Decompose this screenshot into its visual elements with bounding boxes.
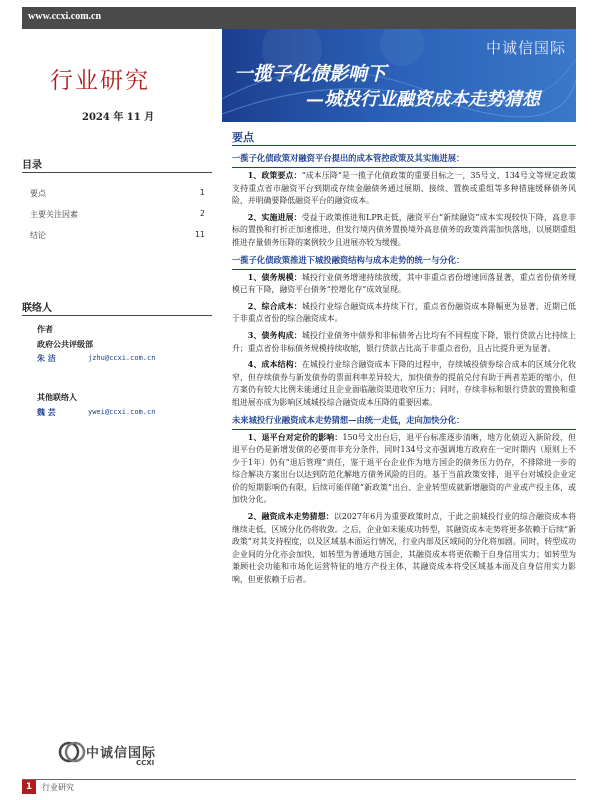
report-category: 行业研究 (50, 68, 150, 94)
toc-item-label: 结论 (30, 231, 46, 240)
company-logo (58, 737, 168, 771)
footer-label: 行业研究 (42, 783, 74, 792)
toc-item-label: 主要关注因素 (30, 210, 78, 219)
paragraph-body: 城投行业债务中债券和非标债务占比均有不同程度下降，银行贷款占比持续上升；重点省份非标债务规模持续收缩，银行贷款占比高于非重点省份，且占比提升更为显著。 (232, 330, 576, 353)
key-points-divider (232, 145, 576, 146)
toc-item-label: 要点 (30, 189, 46, 198)
paragraph-lead: 2、融资成本走势猜想： (247, 512, 334, 522)
logo-mark-icon (58, 739, 86, 765)
title-banner (222, 29, 576, 122)
paragraph (232, 330, 576, 355)
paragraph (232, 170, 576, 208)
author-name: 朱 洁 (37, 353, 56, 363)
contacts-divider (22, 315, 212, 316)
toc-item-page: 11 (194, 230, 205, 239)
paragraph-body: 城投行业综合融资成本持续下行，重点省份融资成本降幅更为显著，近期已低于非重点省份的综合融资成本。 (232, 301, 576, 324)
toc-item[interactable] (30, 230, 205, 241)
report-main-title: 一揽子化债影响下 (234, 63, 387, 85)
paragraph (232, 511, 576, 587)
paragraph-lead: 3、债务构成： (247, 330, 302, 340)
other-contact-name: 魏 芸 (37, 407, 56, 417)
paragraph-lead: 1、政策要点： (247, 171, 302, 180)
paragraph-body: 150号文出台后，退平台标准逐步清晰，地方化债迈入新阶段，但退平台仍是新增发债的必要而非充分条件，同时134号文亦强调地方政府在一定时期内（原则上不少于1年）仍有“退后管理”责任，鉴于退平台企业作为地方国企的债务压力仍存，不排除进一步的综合解决方案出台以达到防范化解地方债务风险的目的。基于当前政策安排，退平台对城投企业定价的短期影响仍有限，后续可能伴随“新政策”出台、企业转型成就新增融资的产业或产投主体，或加快分化。 (232, 432, 576, 505)
section-heading: 一揽子化债政策对融资平台提出的成本管控政策及其实施进展： (232, 152, 576, 168)
top-bar (22, 7, 576, 29)
paragraph-lead: 2、实施进展： (247, 212, 302, 222)
report-subtitle: —城投行业融资成本走势猜想 (306, 89, 540, 110)
main-content (232, 152, 576, 591)
toc-item-page: 1 (199, 188, 205, 197)
author-label: 作者 (37, 325, 53, 334)
website-url: www.ccxi.com.cn (28, 11, 102, 22)
paragraph-lead: 1、债务规模： (247, 272, 302, 282)
department: 政府公共评级部 (37, 340, 93, 349)
toc-heading: 目录 (22, 160, 42, 171)
paragraph (232, 359, 576, 409)
logo-subtext: CCXI (136, 759, 155, 767)
banner-brand: 中诚信国际 (485, 39, 566, 57)
paragraph-lead: 4、成本结构： (247, 360, 302, 370)
section-heading: 未来城投行业融资成本走势猜想—由统一走低，走向加快分化： (232, 414, 576, 430)
paragraph-body: “成本压降”是一揽子化债政策的重要目标之一，35号文、134号文等规定政策支持重点省市融资平台到期或存续金融债务通过展期、接续、置换或重组等多种措施缓释债务风险，并明确要降低融资平台的融资成本。 (232, 171, 576, 206)
toc-item-page: 2 (199, 209, 205, 218)
other-contact-email[interactable]: ywei@ccxi.com.cn (88, 408, 156, 416)
contacts-heading: 联络人 (22, 303, 52, 314)
page-number: 1 (22, 780, 36, 794)
paragraph-body: 以2027年6月为重要政策时点，于此之前城投行业的综合融资成本将继续走低，区域分化仍将收敛。之后，企业如未能成功转型，其融资成本走势将更多依赖于后续“新政策”对其支持程度，以及区域基本面运行情况，行业内部及区域间的分化将加剧。同时，转型成功企业间的分化亦会加快，如转型为普通地方国企，其融资成本将更依赖于自身信用实力；如转型为兼顾社会功能和市场化运营特征的地方产投主体，其融资成本将受区域基本面及自身信用实力影响，但更依赖于后者。 (232, 512, 576, 585)
report-date: 2024 年 11 月 (82, 112, 155, 123)
paragraph-body: 城投行业债务增速持续放缓，其中非重点省份增速回落显著，重点省份债务规模已有下降，融资平台债务“控增化存”成效显现。 (232, 272, 576, 295)
paragraph-body: 在城投行业综合融资成本下降的过程中，存续城投债券综合成本的区域分化收窄，但存续债券与新发债券的票面利率差异较大，加快债券的提前兑付有助于两者差距的缩小，但方案仍有较大比例未能通过且企业面临融资渠道收窄压力；同时，存续非标和银行贷款的置换和重组进展亦成为影响区域城投综合融资成本压降的重要因素。 (232, 360, 576, 407)
paragraph (232, 272, 576, 297)
toc-divider (22, 172, 212, 173)
section-heading: 一揽子化债政策推进下城投融资结构与成本走势的统一与分化： (232, 254, 576, 270)
logo-text: 中诚信国际 (86, 746, 157, 761)
paragraph-body: 受益于政策推进和LPR走低，融资平台“新续融资”成本实现较快下降，高息非标的置换和打折正加速推进，但发行境内债务置换境外高息债务的政策尚需加快落地，以展期重组推进存量债务压降的案例较少且进展亦较为缓慢。 (232, 212, 576, 247)
paragraph-lead: 1、退平台对定价的影响： (247, 432, 343, 442)
toc-item[interactable] (30, 188, 205, 199)
footer-divider (22, 779, 576, 780)
paragraph (232, 301, 576, 326)
paragraph (232, 432, 576, 508)
author-email[interactable]: jzhu@ccxi.com.cn (88, 354, 156, 362)
toc-item[interactable] (30, 209, 205, 220)
paragraph (232, 212, 576, 250)
other-contact-label: 其他联络人 (37, 393, 77, 402)
paragraph-lead: 2、综合成本： (247, 301, 302, 311)
key-points-title: 要点 (232, 131, 254, 144)
